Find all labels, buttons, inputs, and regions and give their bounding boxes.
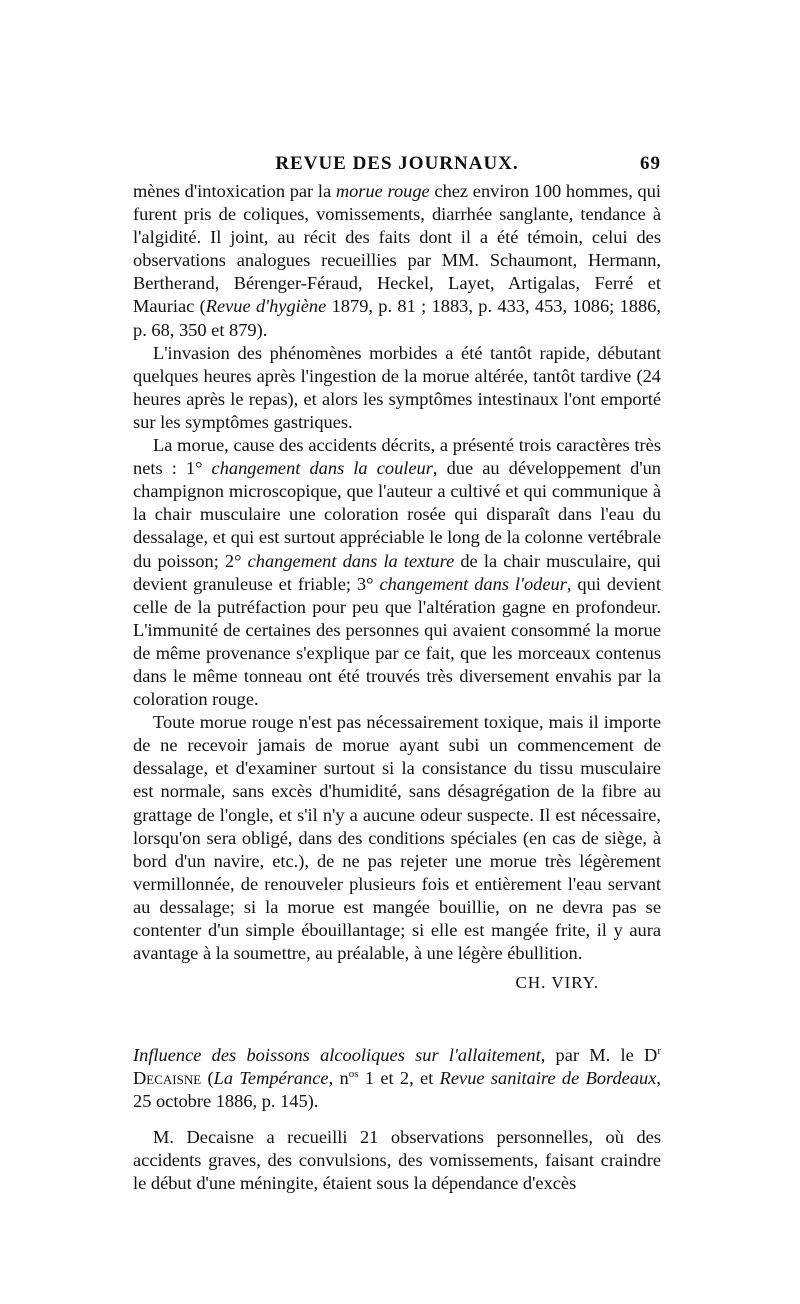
paragraph — [133, 342, 661, 434]
text-run: de la chair musculaire, qui devient granuleuse et friable; 3° — [133, 550, 661, 594]
italic-run: La Tempérance — [213, 1068, 329, 1089]
paragraph — [133, 434, 661, 711]
superscript-run: r — [657, 1045, 661, 1058]
italic-run: Revue d'hygiène — [205, 296, 327, 317]
text-run: La morue, cause des accidents décrits, a présenté trois caractères très nets : 1° — [133, 435, 661, 479]
italic-run: changement dans la couleur — [211, 458, 433, 479]
article-heading — [133, 1044, 661, 1113]
text-run: Decaisne — [133, 1068, 202, 1089]
italic-run: changement dans la texture — [247, 550, 455, 571]
text-run: , n — [328, 1068, 349, 1089]
text-run: , par M. le D — [540, 1045, 658, 1066]
running-title: REVUE DES JOURNAUX. — [275, 153, 519, 174]
text-run: chez environ 100 hommes, qui furent pris de coliques, vomissements, diarrhée sanglante, tendance à l'algidité. Il joint, au récit des faits dont il a été témoin, celui des observations analogues recueillies par MM. Schaumont, Hermann, Bertherand, Bérenger-Féraud, Heckel, Layet, Artigalas, Ferré et Mauriac ( — [133, 181, 662, 317]
page-number: 69 — [640, 153, 661, 174]
author-signature: CH. VIRY. — [515, 973, 599, 993]
text-run: 1879, p. 81 ; 1883, p. 433, 453, 1086; 1886, p. 68, 350 et 879). — [133, 296, 661, 340]
italic-run: Revue sanitaire de Bordeaux — [439, 1068, 657, 1089]
text-run: mènes d'intoxication par la — [133, 181, 336, 201]
text-run: ( — [201, 1068, 214, 1089]
italic-run: changement dans l'odeur — [379, 573, 567, 594]
text-run: L'invasion des phénomènes morbides a été tantôt rapide, débutant quelques heures après l'ingestion de la morue altérée, tantôt tardive (24 heures après le repas), et alors les symptômes intestinaux l'ont emporté sur les symptômes gastriques. — [133, 342, 661, 432]
text-run: , qui devient celle de la putréfaction pour peu que l'altération gagne en profondeur. L'immunité de certaines des personnes qui avaient consommé la morue de même provenance s'explique par ce fait, que les morceaux contenus dans le même tonneau ont été trouvés très diversement envahis par la coloration rouge. — [133, 573, 661, 710]
text-run: M. Decaisne a recueilli 21 observations personnelles, où des accidents graves, des convulsions, des vomissements, faisant craindre le début d'une méningite, étaient sous la dépendance d'excès — [133, 1126, 661, 1193]
paragraph — [133, 180, 661, 342]
paragraph — [133, 1126, 661, 1195]
italic-run: morue rouge — [335, 181, 430, 201]
text-run: , 25 octobre 1886, p. 145). — [133, 1068, 662, 1112]
text-run: , due au développement d'un champignon microscopique, que l'auteur a cultivé et qui communique à la chair musculaire une coloration rosée qui disparaît dans l'eau du dessalage, et qui est surtout appréciable le long de la colonne vertébrale du poisson; 2° — [133, 458, 661, 571]
italic-run: Influence des boissons alcooliques sur l'allaitement — [133, 1045, 541, 1066]
document-page — [133, 150, 661, 1195]
text-run: Toute morue rouge n'est pas nécessairement toxique, mais il importe de ne recevoir jamais de morue ayant subi un commencement de dessalage, et d'examiner surtout si la consistance du tissu musculaire est normale, sans excès d'humidité, sans désagrégation de la fibre au grattage de l'ongle, et s'il n'y a aucune odeur suspecte. Il est nécessaire, lorsqu'on sera obligé, dans des conditions spéciales (en cas de siège, à bord d'un navire, etc.), de ne pas rejeter une morue très légèrement vermillonnée, de renouveler plusieurs fois et entièrement l'eau servant au dessalage; si la morue est mangée bouillie, on ne devra pas se contenter d'un simple ébouillantage; si elle est mangée frite, il y aura avantage à la soumettre, au préalable, à une légère ébullition. — [133, 712, 661, 964]
text-run: 1 et 2, et — [358, 1068, 440, 1089]
paragraph — [133, 711, 661, 965]
superscript-run: os — [348, 1068, 359, 1081]
running-header — [133, 150, 661, 180]
article-body — [133, 180, 661, 1195]
